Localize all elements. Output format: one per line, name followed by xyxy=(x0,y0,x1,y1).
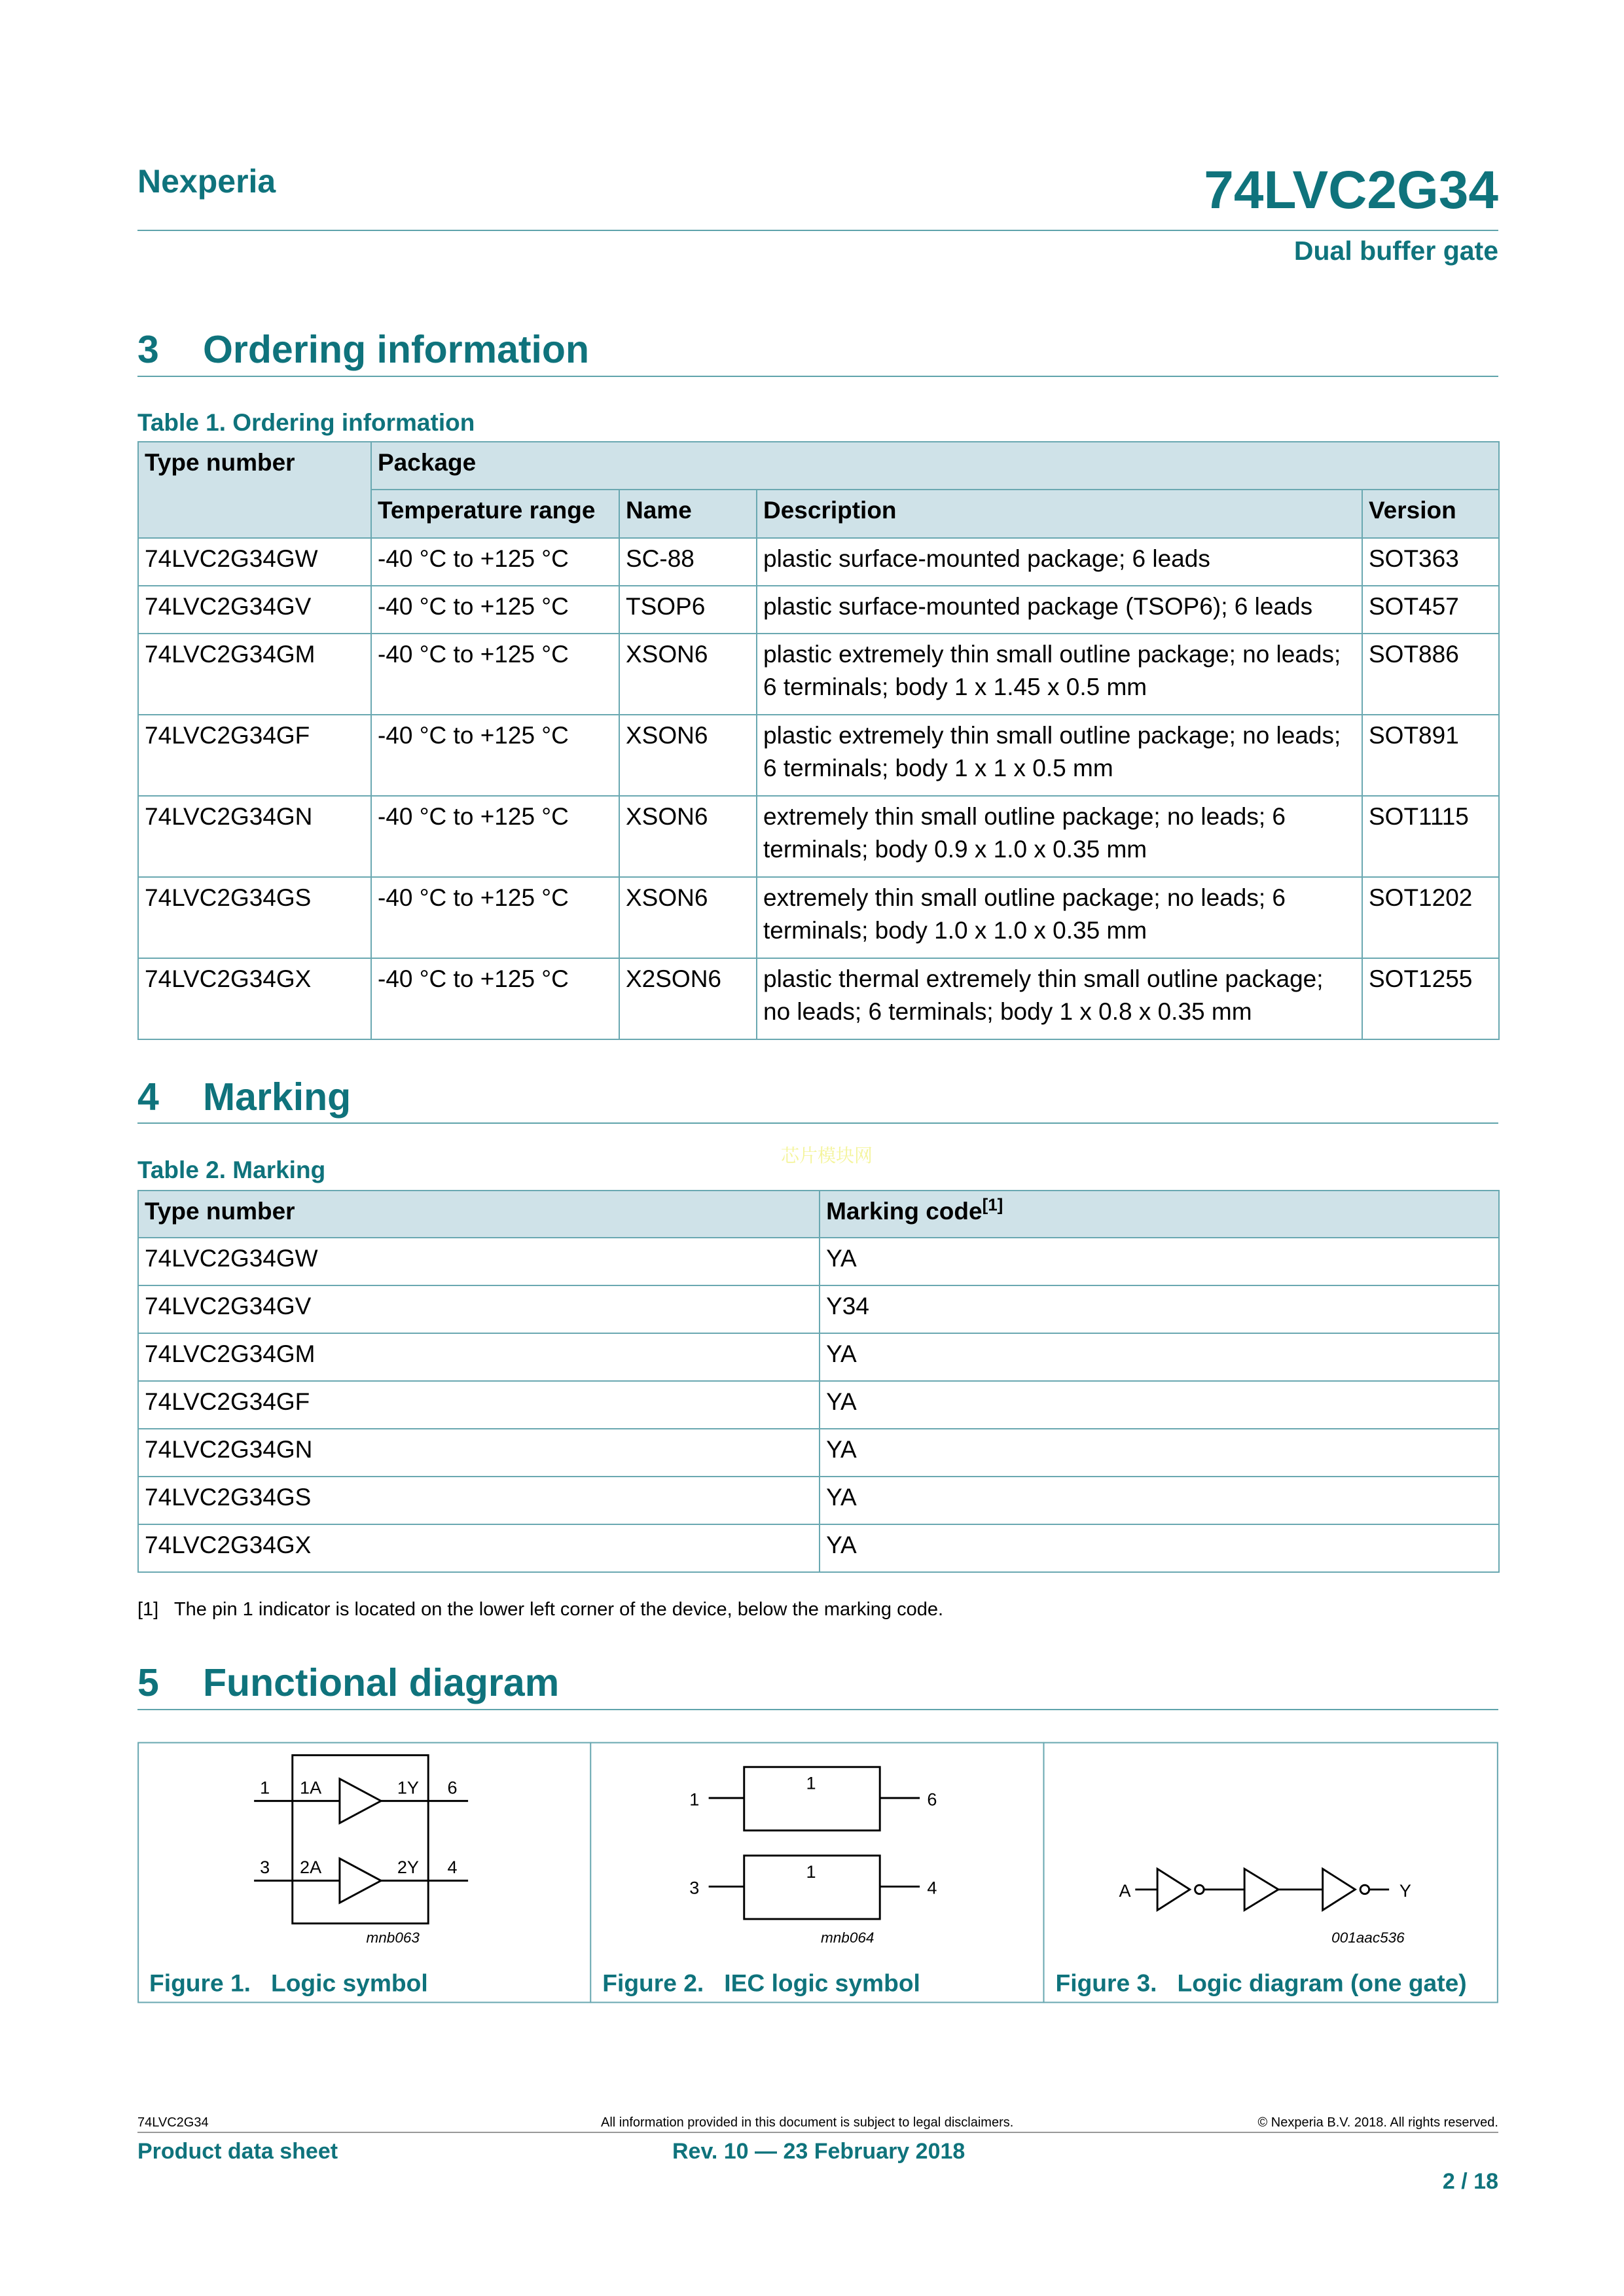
marking-code-cell: YA xyxy=(820,1429,1499,1477)
table-row xyxy=(138,1477,1499,1524)
table-row xyxy=(138,958,1499,1039)
page-number: 2 / 18 xyxy=(1442,2169,1498,2194)
pin-label: 6 xyxy=(927,1789,937,1810)
type-number-cell: 74LVC2G34GW xyxy=(138,538,371,586)
section-number: 5 xyxy=(137,1661,159,1704)
header-type-number: Type number xyxy=(138,1191,820,1238)
pin-label: 4 xyxy=(927,1878,937,1898)
buffer-icon xyxy=(340,1779,381,1823)
brand-name: Nexperia xyxy=(137,163,276,200)
watermark: 芯片模块网 xyxy=(781,1145,873,1166)
figure-1-caption: Figure 1. Logic symbol xyxy=(149,1969,428,1997)
pin-label: 6 xyxy=(447,1778,458,1798)
header-name: Name xyxy=(619,490,757,538)
temperature-range-cell: -40 °C to +125 °C xyxy=(371,877,619,958)
package-name-cell: X2SON6 xyxy=(619,958,757,1039)
type-number-cell: 74LVC2G34GS xyxy=(138,1477,820,1524)
section-number: 3 xyxy=(137,328,159,371)
package-name-cell: XSON6 xyxy=(619,715,757,796)
table-row xyxy=(138,715,1499,796)
inverter-icon xyxy=(1157,1869,1190,1910)
pin-label: 4 xyxy=(447,1857,458,1878)
section-number: 4 xyxy=(137,1075,159,1119)
footer-revision: Rev. 10 — 23 February 2018 xyxy=(672,2139,965,2164)
type-number-cell: 74LVC2G34GN xyxy=(138,1429,820,1477)
temperature-range-cell: -40 °C to +125 °C xyxy=(371,715,619,796)
version-cell: SOT1255 xyxy=(1362,958,1499,1039)
description-cell: plastic extremely thin small outline package; no leads; 6 terminals; body 1 x 1.45 x 0.5 mm xyxy=(757,634,1362,715)
table-row xyxy=(138,877,1499,958)
section-title: Ordering information xyxy=(203,328,589,371)
type-number-cell: 74LVC2G34GX xyxy=(138,958,371,1039)
package-name-cell: TSOP6 xyxy=(619,586,757,634)
ordering-table xyxy=(137,441,1500,1040)
package-name-cell: XSON6 xyxy=(619,796,757,877)
footer-part: 74LVC2G34 xyxy=(137,2115,209,2130)
package-name-cell: SC-88 xyxy=(619,538,757,586)
header-package: Package xyxy=(371,442,1499,490)
figure-3-logic-diagram xyxy=(1135,1869,1389,1910)
marking-code-cell: YA xyxy=(820,1524,1499,1572)
marking-code-cell: YA xyxy=(820,1238,1499,1285)
footer-copyright: © Nexperia B.V. 2018. All rights reserved. xyxy=(1257,2115,1498,2130)
subtitle: Dual buffer gate xyxy=(1293,236,1498,266)
package-name-cell: XSON6 xyxy=(619,877,757,958)
footnote-ref[interactable]: [1] xyxy=(982,1194,1003,1215)
marking-code-cell: Y34 xyxy=(820,1285,1499,1333)
header-marking-code xyxy=(820,1191,1499,1238)
buffer-icon xyxy=(1244,1869,1278,1910)
temperature-range-cell: -40 °C to +125 °C xyxy=(371,796,619,877)
section-rule xyxy=(137,376,1498,377)
type-number-cell: 74LVC2G34GF xyxy=(138,1381,820,1429)
functional-diagrams xyxy=(137,1742,1498,2003)
type-number-cell: 74LVC2G34GV xyxy=(138,586,371,634)
version-cell: SOT1202 xyxy=(1362,877,1499,958)
marking-code-cell: YA xyxy=(820,1333,1499,1381)
figure-2-caption: Figure 2. IEC logic symbol xyxy=(602,1969,920,1997)
pin-label: 3 xyxy=(689,1878,700,1898)
table-row xyxy=(138,1524,1499,1572)
section-title: Functional diagram xyxy=(203,1661,560,1704)
pin-label: 1A xyxy=(300,1778,322,1798)
type-number-cell: 74LVC2G34GF xyxy=(138,715,371,796)
table-1-caption: Table 1. Ordering information xyxy=(137,409,475,436)
temperature-range-cell: -40 °C to +125 °C xyxy=(371,538,619,586)
table-row xyxy=(138,796,1499,877)
temperature-range-cell: -40 °C to +125 °C xyxy=(371,634,619,715)
type-number-cell: 74LVC2G34GM xyxy=(138,1333,820,1381)
type-number-cell: 74LVC2G34GX xyxy=(138,1524,820,1572)
footer-rule xyxy=(137,2132,1498,2133)
table-row xyxy=(138,1429,1499,1477)
section-heading-3 xyxy=(137,327,589,372)
section-heading-4 xyxy=(137,1075,351,1119)
input-label: A xyxy=(1119,1881,1131,1901)
gate-label: 1 xyxy=(806,1773,816,1793)
section-rule xyxy=(137,1122,1498,1124)
version-cell: SOT891 xyxy=(1362,715,1499,796)
figure-3-caption: Figure 3. Logic diagram (one gate) xyxy=(1055,1969,1467,1997)
section-rule xyxy=(137,1709,1498,1710)
type-number-cell: 74LVC2G34GV xyxy=(138,1285,820,1333)
description-cell: plastic thermal extremely thin small outline package; no leads; 6 terminals; body 1 x 0.8 x 0.35 mm xyxy=(757,958,1362,1039)
header-description: Description xyxy=(757,490,1362,538)
temperature-range-cell: -40 °C to +125 °C xyxy=(371,958,619,1039)
pin-label: 1 xyxy=(689,1789,700,1810)
type-number-cell: 74LVC2G34GW xyxy=(138,1238,820,1285)
table-row xyxy=(138,586,1499,634)
pin-label: 2Y xyxy=(397,1857,419,1878)
description-cell: plastic surface-mounted package; 6 leads xyxy=(757,538,1362,586)
figure-code: mnb064 xyxy=(821,1929,875,1946)
footer-legal: All information provided in this document is subject to legal disclaimers. xyxy=(601,2115,1014,2130)
marking-code-cell: YA xyxy=(820,1381,1499,1429)
output-label: Y xyxy=(1399,1881,1411,1901)
version-cell: SOT363 xyxy=(1362,538,1499,586)
table-row xyxy=(138,1238,1499,1285)
header-temperature: Temperature range xyxy=(371,490,619,538)
table-row xyxy=(138,538,1499,586)
figure-code: 001aac536 xyxy=(1331,1929,1405,1946)
part-number: 74LVC2G34 xyxy=(1204,160,1498,220)
table-row xyxy=(138,634,1499,715)
pin-label: 3 xyxy=(260,1857,270,1878)
pin-label: 2A xyxy=(300,1857,322,1878)
section-heading-5 xyxy=(137,1660,559,1705)
header-rule xyxy=(137,230,1498,231)
version-cell: SOT886 xyxy=(1362,634,1499,715)
footer-doctype: Product data sheet xyxy=(137,2139,338,2164)
type-number-cell: 74LVC2G34GM xyxy=(138,634,371,715)
description-cell: extremely thin small outline package; no leads; 6 terminals; body 1.0 x 1.0 x 0.35 mm xyxy=(757,877,1362,958)
description-cell: plastic surface-mounted package (TSOP6); 6 leads xyxy=(757,586,1362,634)
table-row xyxy=(138,1285,1499,1333)
table-2-caption: Table 2. Marking xyxy=(137,1157,326,1183)
figure-code: mnb063 xyxy=(366,1929,420,1946)
table-footnote: [1] The pin 1 indicator is located on the lower left corner of the device, below the marking code. xyxy=(137,1599,944,1620)
version-cell: SOT457 xyxy=(1362,586,1499,634)
pin-label: 1Y xyxy=(397,1778,419,1798)
figure-1-logic-symbol xyxy=(254,1755,468,1924)
gate-label: 1 xyxy=(806,1861,816,1882)
temperature-range-cell: -40 °C to +125 °C xyxy=(371,586,619,634)
description-cell: extremely thin small outline package; no leads; 6 terminals; body 0.9 x 1.0 x 0.35 mm xyxy=(757,796,1362,877)
pin-label: 1 xyxy=(260,1778,270,1798)
header-version: Version xyxy=(1362,490,1499,538)
table-row xyxy=(138,1333,1499,1381)
header-type-number: Type number xyxy=(138,442,371,538)
version-cell: SOT1115 xyxy=(1362,796,1499,877)
marking-code-cell: YA xyxy=(820,1477,1499,1524)
section-title: Marking xyxy=(203,1075,352,1119)
inverter-icon xyxy=(1323,1869,1356,1910)
type-number-cell: 74LVC2G34GS xyxy=(138,877,371,958)
type-number-cell: 74LVC2G34GN xyxy=(138,796,371,877)
table-row xyxy=(138,1381,1499,1429)
marking-table xyxy=(137,1190,1500,1573)
description-cell: plastic extremely thin small outline package; no leads; 6 terminals; body 1 x 1 x 0.5 mm xyxy=(757,715,1362,796)
package-name-cell: XSON6 xyxy=(619,634,757,715)
marking-code-label: Marking code xyxy=(826,1198,983,1225)
buffer-icon xyxy=(340,1859,381,1903)
